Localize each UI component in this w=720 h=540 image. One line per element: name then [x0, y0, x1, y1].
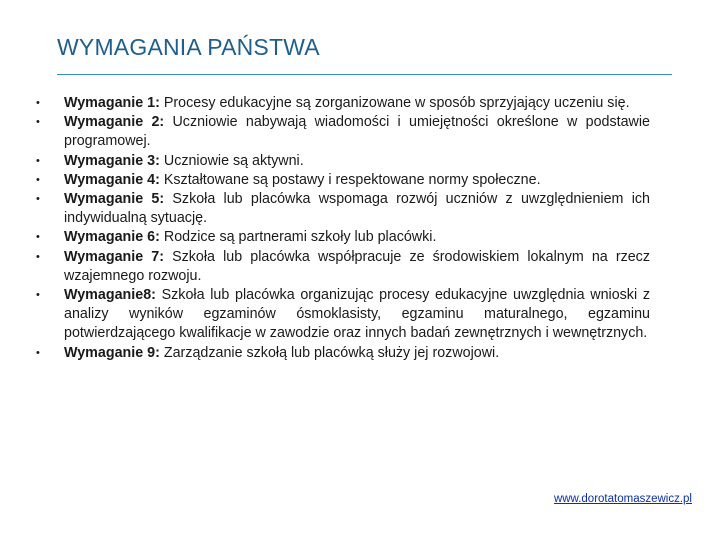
requirement-text: Uczniowie nabywają wiadomości i umiejętności określone w podstawie programowej. — [64, 114, 650, 150]
requirement-text: Procesy edukacyjne są zorganizowane w sposób sprzyjający uczeniu się. — [159, 95, 630, 111]
requirement-label: Wymaganie 6: — [64, 229, 160, 246]
list-item — [30, 113, 650, 151]
list-item — [30, 152, 650, 171]
requirement-label: Wymaganie 9: — [64, 344, 160, 361]
requirement-label: Wymaganie 3: — [64, 152, 160, 169]
requirements-list — [30, 94, 650, 363]
requirement-label: Wymaganie8: — [64, 287, 156, 304]
requirement-text: Szkoła lub placówka współpracuje ze środowiskiem lokalnym na rzecz wzajemnego rozwoju. — [64, 248, 650, 284]
list-item — [30, 286, 650, 344]
bullet-icon: • — [36, 289, 40, 302]
list-item — [30, 171, 650, 190]
requirement-label: Wymaganie 2: — [64, 114, 165, 131]
bullet-icon: • — [36, 193, 40, 206]
bullet-icon: • — [36, 250, 40, 263]
requirement-text: Kształtowane są postawy i respektowane normy społeczne. — [159, 171, 541, 188]
bullet-icon: • — [36, 231, 40, 244]
requirement-label: Wymaganie 1: — [64, 95, 160, 111]
bullet-icon: • — [36, 154, 40, 167]
bullet-icon: • — [36, 173, 40, 186]
requirement-text: Rodzice są partnerami szkoły lub placówki. — [159, 229, 437, 246]
website-link[interactable]: www.dorotatomaszewicz.pl — [553, 493, 692, 505]
bullet-icon: • — [36, 97, 40, 109]
list-item — [30, 228, 650, 247]
title-divider — [57, 74, 672, 75]
requirement-text: Zarządzanie szkołą lub placówką służy jej rozwojowi. — [159, 344, 500, 361]
list-item — [30, 248, 650, 286]
requirement-label: Wymaganie 4: — [64, 171, 160, 188]
requirement-label: Wymaganie 7: — [64, 248, 164, 265]
requirement-text: Szkoła lub placówka organizując procesy edukacyjne uwzględnia wnioski z analizy wyników egzaminów ósmoklasisty, egzaminu maturalnego, egzaminu potwierdzającego kwalifikacje w zawodzie oraz innych badań zewnętrznych i wewnętrznych. — [64, 287, 650, 342]
list-item — [30, 344, 650, 363]
list-item — [30, 94, 650, 113]
requirement-text: Uczniowie są aktywni. — [159, 152, 304, 169]
requirement-label: Wymaganie 5: — [64, 191, 165, 208]
bullet-icon: • — [36, 346, 40, 359]
bullet-icon: • — [36, 116, 40, 129]
slide-title: WYMAGANIA PAŃSTWA — [57, 34, 320, 60]
list-item — [30, 190, 650, 228]
requirement-text: Szkoła lub placówka wspomaga rozwój uczniów z uwzględnieniem ich indywidualną sytuację. — [64, 191, 650, 227]
